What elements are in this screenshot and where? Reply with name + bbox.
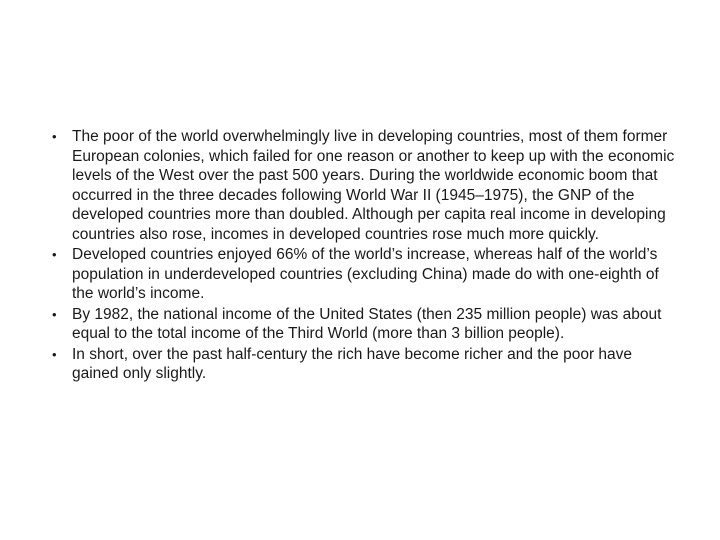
bullet-item-3	[52, 305, 682, 344]
bullet-text: Developed countries enjoyed 66% of the world’s increase, whereas half of the world’s population in underdeveloped countries (excluding China) made do with one-eighth of the world’s income.	[72, 246, 659, 302]
bullet-marker: •	[52, 247, 57, 262]
bullet-text: By 1982, the national income of the United States (then 235 million people) was about equal to the total income of the Third World (more than 3 billion people).	[72, 305, 662, 342]
bullet-marker: •	[52, 306, 57, 322]
bullet-list	[52, 127, 682, 385]
bullet-text: The poor of the world overwhelmingly live in developing countries, most of them former European colonies, which failed for one reason or another to keep up with the economic levels of the West over the past 500 years. During the worldwide economic boom that occurred in the three decades following World War II (1945–1975), the GNP of the developed countries more than doubled. Although per capita real income in developing countries also rose, incomes in developed countries rose much more quickly.	[72, 128, 675, 243]
bullet-marker: •	[52, 346, 57, 362]
bullet-item-2	[52, 245, 682, 304]
bullet-text: In short, over the past half-century the rich have become richer and the poor have gained only slightly.	[72, 345, 633, 382]
bullet-item-4	[52, 345, 682, 384]
bullet-marker: •	[52, 129, 57, 144]
bullet-item-1	[52, 127, 682, 244]
